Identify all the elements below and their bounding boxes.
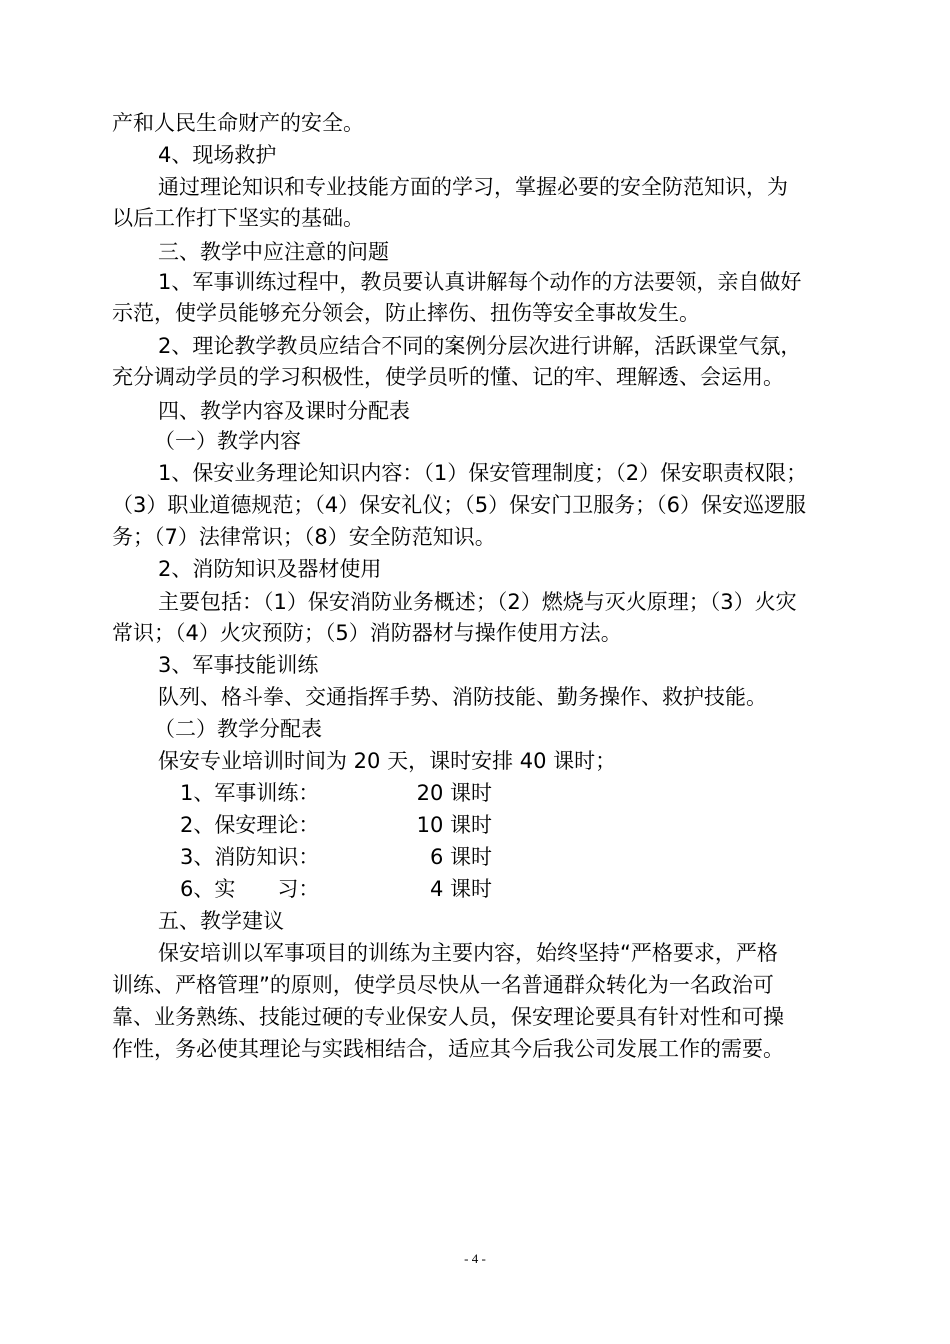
schedule-label: 2、保安理论： xyxy=(180,813,320,837)
paragraph-line: 训练、严格管理”的原则，使学员尽快从一名普通群众转化为一名政治可 xyxy=(112,973,774,997)
paragraph-line: 保安专业培训时间为 20 天，课时安排 40 课时； xyxy=(158,749,617,773)
paragraph-line: 以后工作打下坚实的基础。 xyxy=(112,206,364,230)
paragraph-line: 示范，使学员能够充分领会，防止摔伤、扭伤等安全事故发生。 xyxy=(112,301,700,325)
schedule-label: 3、消防知识： xyxy=(180,845,320,869)
paragraph-line: 1、军事训练过程中，教员要认真讲解每个动作的方法要领，亲自做好 xyxy=(158,270,802,294)
paragraph-line: 1、保安业务理论知识内容：（1）保安管理制度；（2）保安职责权限； xyxy=(158,461,808,485)
paragraph-line: 产和人民生命财产的安全。 xyxy=(112,111,364,135)
section-heading: 四、教学内容及课时分配表 xyxy=(158,399,410,423)
schedule-hours: 6 课时 xyxy=(429,845,492,869)
schedule-label: 1、军事训练： xyxy=(180,781,320,805)
subsection-heading: （二）教学分配表 xyxy=(154,717,322,741)
paragraph-line: 常识；（4）火灾预防；（5）消防器材与操作使用方法。 xyxy=(112,621,622,645)
subsection-heading: （一）教学内容 xyxy=(154,429,301,453)
section-heading: 三、教学中应注意的问题 xyxy=(158,240,389,264)
section-heading: 五、教学建议 xyxy=(158,909,284,933)
schedule-hours: 10 课时 xyxy=(416,813,492,837)
paragraph-line: （3）职业道德规范；（4）保安礼仪；（5）保安门卫服务；（6）保安巡逻服 xyxy=(112,493,806,517)
paragraph-line: 保安培训以军事项目的训练为主要内容，始终坚持“严格要求，严格 xyxy=(158,941,778,965)
subsection-heading: 4、现场救护 xyxy=(158,143,277,167)
schedule-label: 6、实 习： xyxy=(180,877,320,901)
subsection-heading: 2、消防知识及器材使用 xyxy=(158,557,382,581)
schedule-hours: 20 课时 xyxy=(416,781,492,805)
paragraph-line: 队列、格斗拳、交通指挥手势、消防技能、勤务操作、救护技能。 xyxy=(158,685,767,709)
schedule-hours: 4 课时 xyxy=(429,877,492,901)
paragraph-line: 靠、业务熟练、技能过硬的专业保安人员，保安理论要具有针对性和可操 xyxy=(112,1005,784,1029)
subsection-heading: 3、军事技能训练 xyxy=(158,653,319,677)
page-number: - 4 - xyxy=(464,1251,486,1266)
paragraph-line: 作性，务必使其理论与实践相结合，适应其今后我公司发展工作的需要。 xyxy=(112,1037,784,1061)
paragraph-line: 通过理论知识和专业技能方面的学习，掌握必要的安全防范知识，为 xyxy=(158,175,788,199)
paragraph-line: 务；（7）法律常识；（8）安全防范知识。 xyxy=(112,525,496,549)
paragraph-line: 主要包括：（1）保安消防业务概述；（2）燃烧与灭火原理；（3）火灾 xyxy=(158,590,797,614)
paragraph-line: 充分调动学员的学习积极性，使学员听的懂、记的牢、理解透、会运用。 xyxy=(112,365,784,389)
paragraph-line: 2、理论教学教员应结合不同的案例分层次进行讲解，活跃课堂气氛， xyxy=(158,334,802,358)
